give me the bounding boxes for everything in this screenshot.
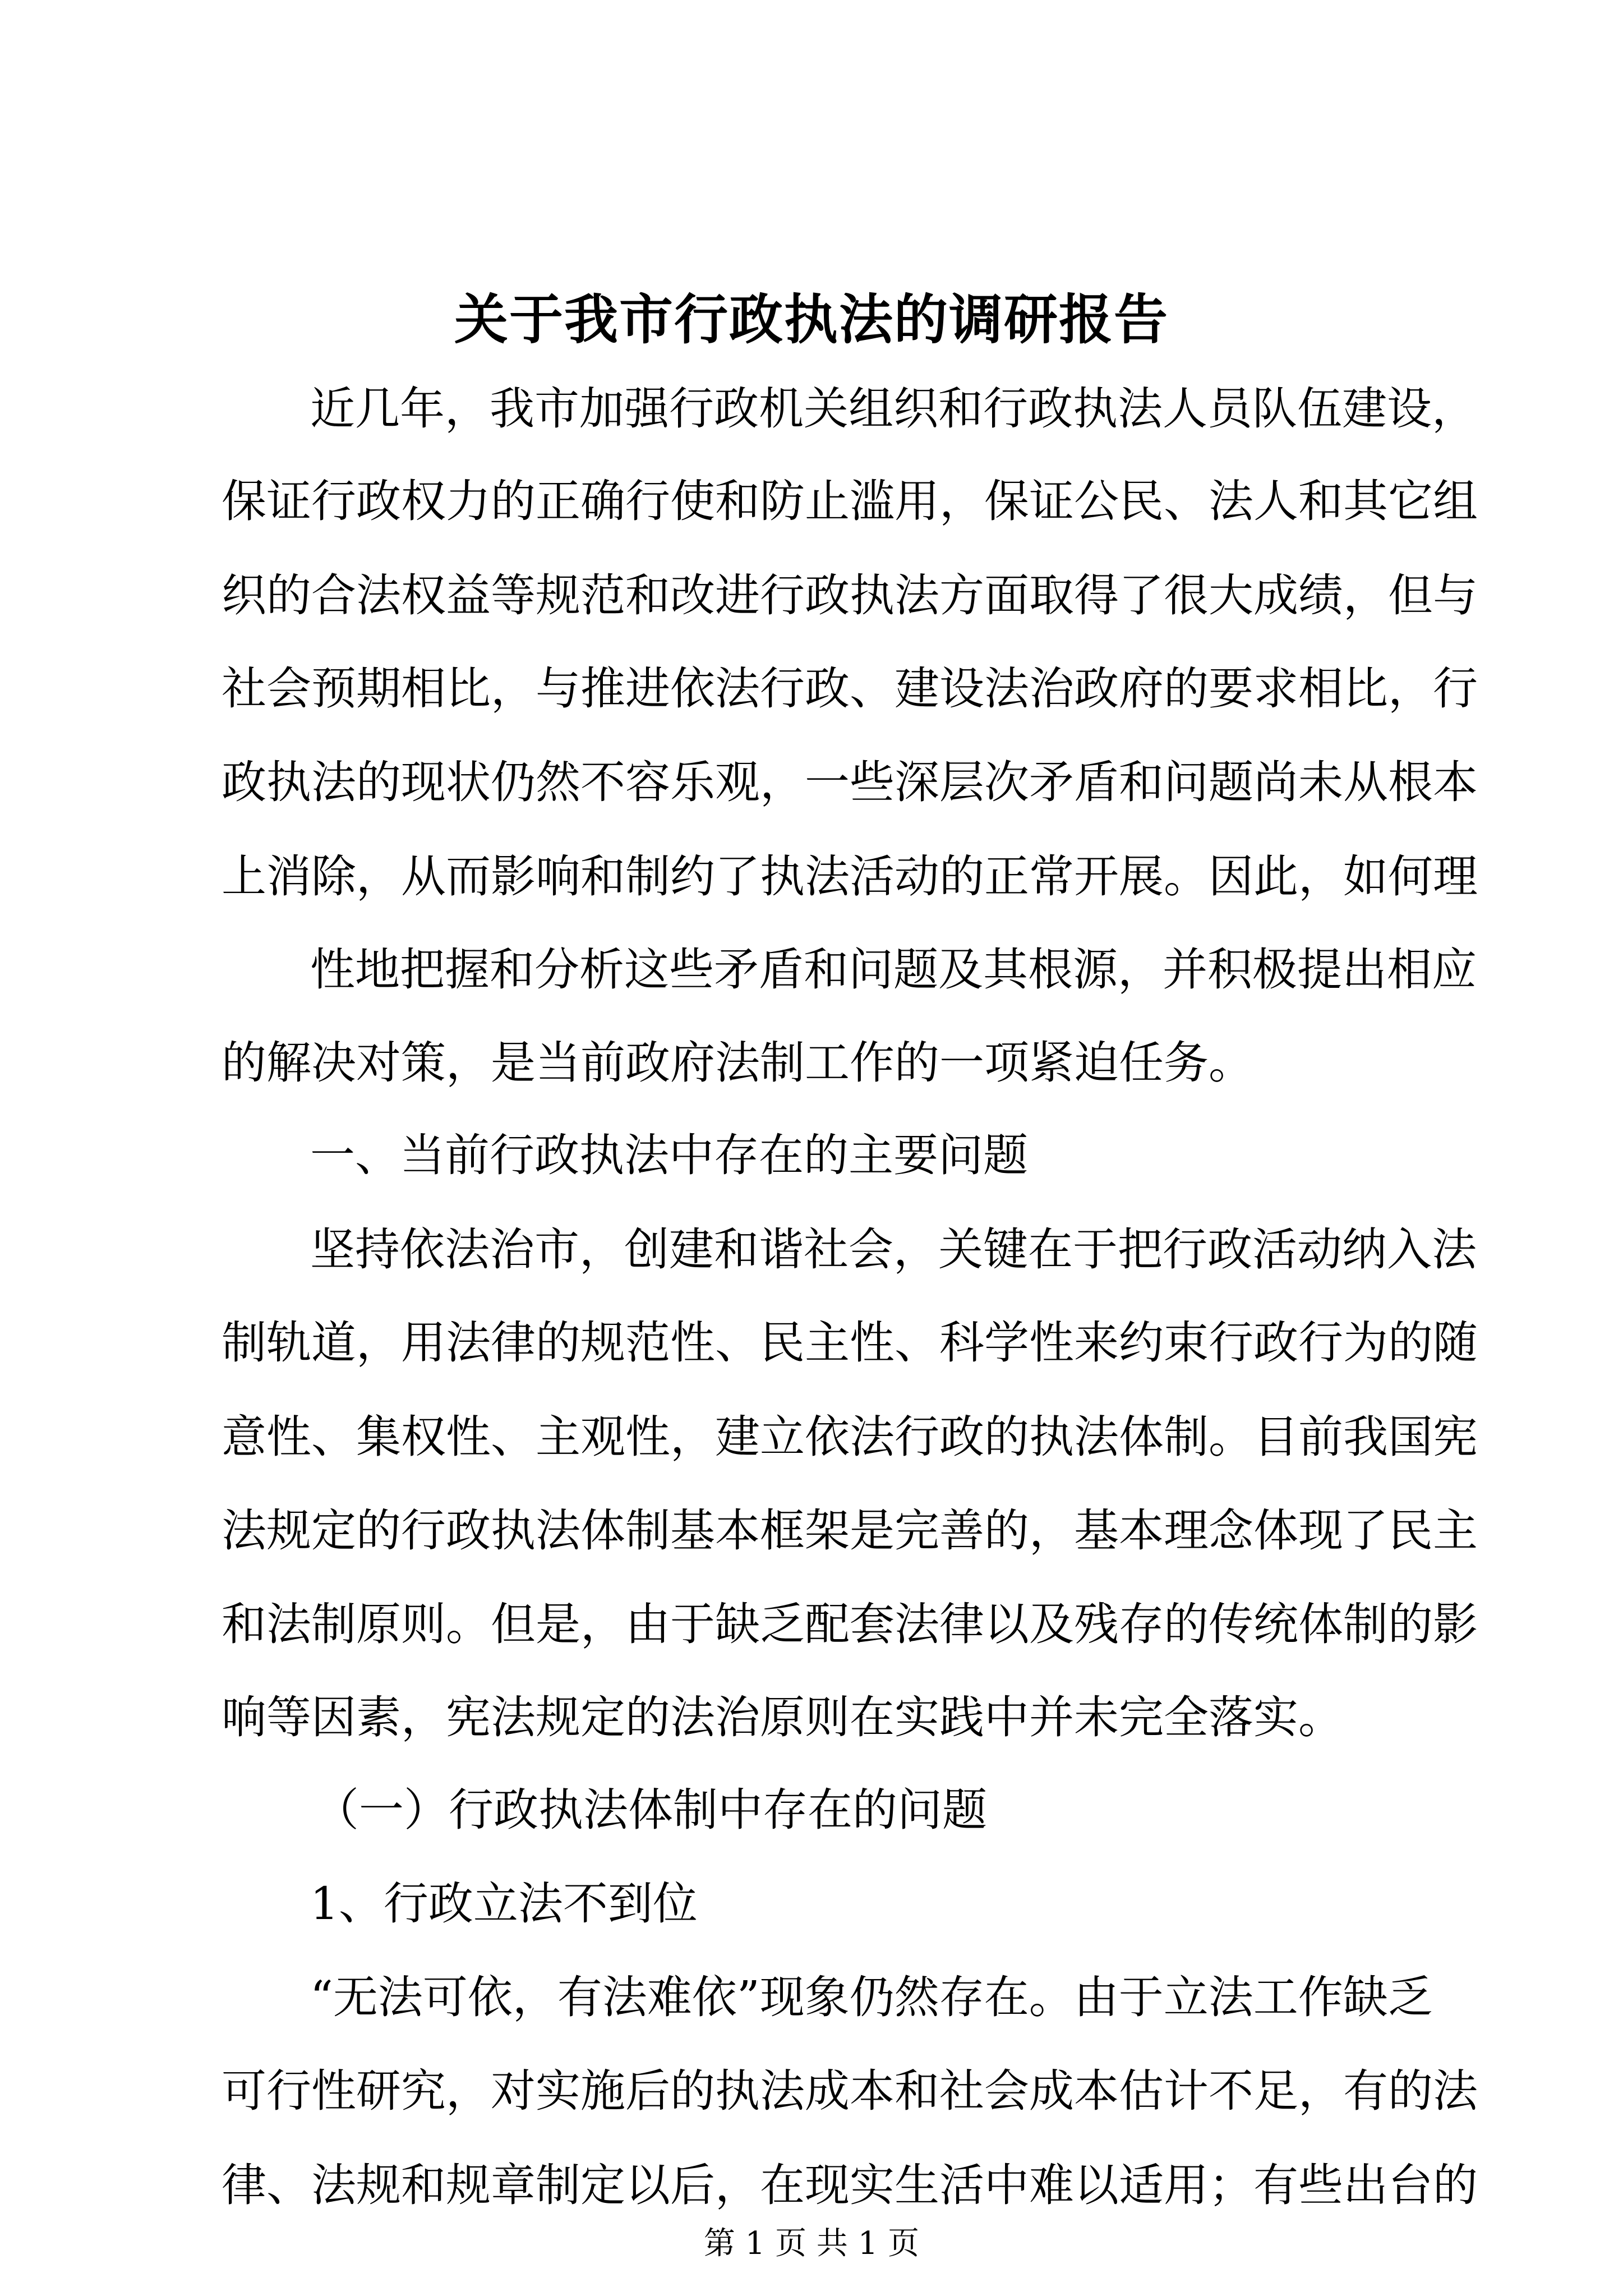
paragraph-line: 响等因素，宪法规定的法治原则在实践中并未完全落实。 [222,1691,1343,1743]
paragraph-line: 律、法规和规章制定以后，在现实生活中难以适用；有些出台的 [222,2159,1478,2211]
section-heading: 一、当前行政执法中存在的主要问题 [310,1129,1028,1181]
paragraph-line: 制轨道，用法律的规范性、民主性、科学性来约束行政行为的随 [222,1317,1478,1369]
paragraph-line: 上消除，从而影响和制约了执法活动的正常开展。因此，如何理 [222,850,1478,903]
paragraph-line: 近几年，我市加强行政机关组织和行政执法人员队伍建设， [310,383,1477,435]
paragraph-line: 意性、集权性、主观性，建立依法行政的执法体制。目前我国宪 [222,1411,1478,1463]
paragraph-line: 坚持依法治市，创建和谐社会，关键在于把行政活动纳入法 [310,1223,1477,1276]
paragraph-line: 政执法的现状仍然不容乐观，一些深层次矛盾和问题尚未从根本 [222,756,1478,808]
paragraph-line: 社会预期相比，与推进依法行政、建设法治政府的要求相比，行 [222,662,1478,715]
page-footer: 第 1 页 共 1 页 [703,2225,920,2262]
item-heading: 1、行政立法不到位 [310,1878,698,1930]
paragraph-line: 法规定的行政执法体制基本框架是完善的，基本理念体现了民主 [222,1504,1478,1557]
paragraph-line: “无法可依，有法难依”现象仍然存在。由于立法工作缺乏 [310,1971,1433,2023]
paragraph-line: 织的合法权益等规范和改进行政执法方面取得了很大成绩，但与 [222,569,1478,622]
document-title: 关于我市行政执法的调研报告 [454,288,1169,351]
paragraph-line: 保证行政权力的正确行使和防止滥用，保证公民、法人和其它组 [222,475,1478,527]
subsection-heading: （一）行政执法体制中存在的问题 [314,1784,987,1836]
paragraph-line: 可行性研究，对实施后的执法成本和社会成本估计不足，有的法 [222,2065,1478,2117]
paragraph-line: 和法制原则。但是，由于缺乏配套法律以及残存的传统体制的影 [222,1598,1478,1650]
paragraph-line: 性地把握和分析这些矛盾和问题及其根源，并积极提出相应 [310,944,1477,996]
paragraph-line: 的解决对策，是当前政府法制工作的一项紧迫任务。 [222,1037,1253,1089]
